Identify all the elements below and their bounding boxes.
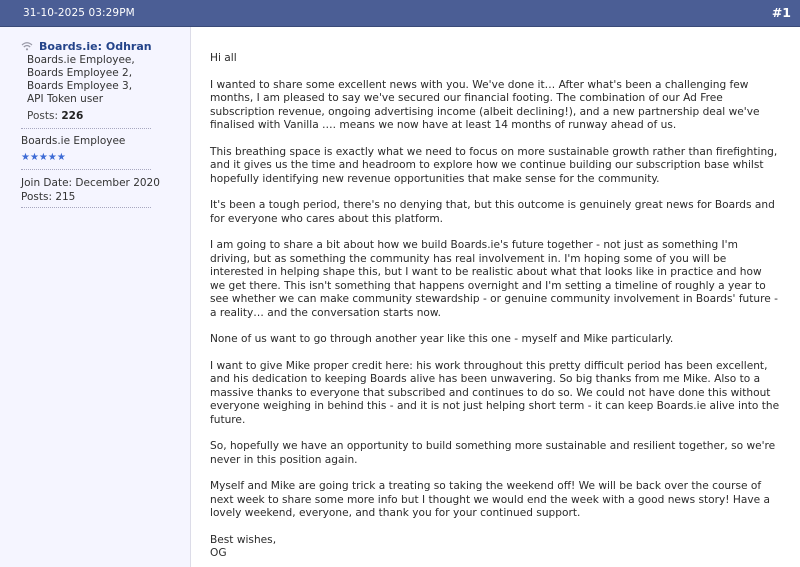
message-paragraph: This breathing space is exactly what we need to focus on more sustainable growth rather than firefighting, and it gives us the time and headroom to explore how we continue building our subscription base whilst hopefully identifying new revenue opportunities that make sense for the community. bbox=[210, 145, 778, 185]
posts-label: Posts: bbox=[27, 110, 58, 122]
post-date: 31-10-2025 03:29PM bbox=[23, 7, 135, 19]
post-number-link[interactable]: #1 bbox=[771, 5, 791, 20]
author-title: API Token user bbox=[27, 93, 104, 105]
author-rank: Boards.ie Employee bbox=[21, 135, 126, 147]
message-paragraph: I wanted to share some excellent news with you. We've done it… After what's been a challenging few months, I am pleased to say we've secured our financial footing. The combination of our Ad Free subscription revenue, ongoing advertising income (albeit declining!), and a new partnership deal we've finalised with Vanilla …. means we now have at least 14 months of runway ahead of us. bbox=[210, 78, 760, 131]
post-message bbox=[210, 52, 780, 561]
message-paragraph: Hi all bbox=[210, 52, 237, 64]
posts-count: 226 bbox=[61, 110, 84, 122]
divider bbox=[21, 128, 151, 129]
author-title: Boards Employee 3, bbox=[27, 80, 133, 92]
divider bbox=[21, 169, 151, 170]
total-posts: Posts: 215 bbox=[21, 191, 76, 203]
post-content bbox=[191, 27, 800, 567]
signoff-line: Best wishes, bbox=[210, 533, 277, 546]
author-title: Boards Employee 2, bbox=[27, 67, 133, 79]
author-meta bbox=[21, 176, 160, 204]
author-post-count bbox=[27, 110, 83, 122]
author-titles bbox=[27, 54, 177, 106]
message-paragraph: I want to give Mike proper credit here: his work throughout this pretty difficult period has been excellent, and his dedication to keeping Boards alive has been unwavering. So big thanks from me Mike. Also to a massive thanks to everyone that subscribed and continues to do so. We could not have done this without everyone weighing in behind this - and it is not just helping short term - it can keep Boards.ie alive into the future. bbox=[210, 359, 780, 426]
message-paragraph: So, hopefully we have an opportunity to build something more sustainable and resilient together, so we're never in this position again. bbox=[210, 440, 776, 466]
message-paragraph: Myself and Mike are going trick a treating so taking the weekend off! We will be back over the course of next week to share some more info but I thought we would end the week with a good news story! Have a lovely weekend, everyone, and thank you for your continued support. bbox=[210, 480, 770, 519]
post-header-bar bbox=[0, 0, 800, 27]
message-paragraph: None of us want to go through another year like this one - myself and Mike particularly. bbox=[210, 333, 674, 345]
author-username-link[interactable]: Boards.ie: Odhran bbox=[39, 40, 152, 53]
rank-stars-icon: ★★★★★ bbox=[21, 152, 66, 163]
author-sidebar bbox=[0, 27, 191, 567]
message-paragraph: I am going to share a bit about how we build Boards.ie's future together - not just as something I'm driving, but as something the community has real involvement in. I'm hoping some of you will be interested in helping shape this, but I want to be realistic about what that looks like in practice and how we get there. This isn't something that happens overnight and I'm setting a timeline of roughly a year to see whether we can make community stewardship - or genuine community involvement in Boards' future - a reality… and the conversation starts now. bbox=[210, 239, 778, 319]
signoff-name: OG bbox=[210, 547, 227, 559]
join-date: Join Date: December 2020 bbox=[21, 177, 160, 189]
author-title: Boards.ie Employee, bbox=[27, 54, 135, 66]
divider bbox=[21, 207, 151, 208]
message-paragraph: It's been a tough period, there's no denying that, but this outcome is genuinely great news for Boards and for everyone who cares about this platform. bbox=[210, 199, 775, 225]
wifi-icon bbox=[21, 41, 33, 51]
